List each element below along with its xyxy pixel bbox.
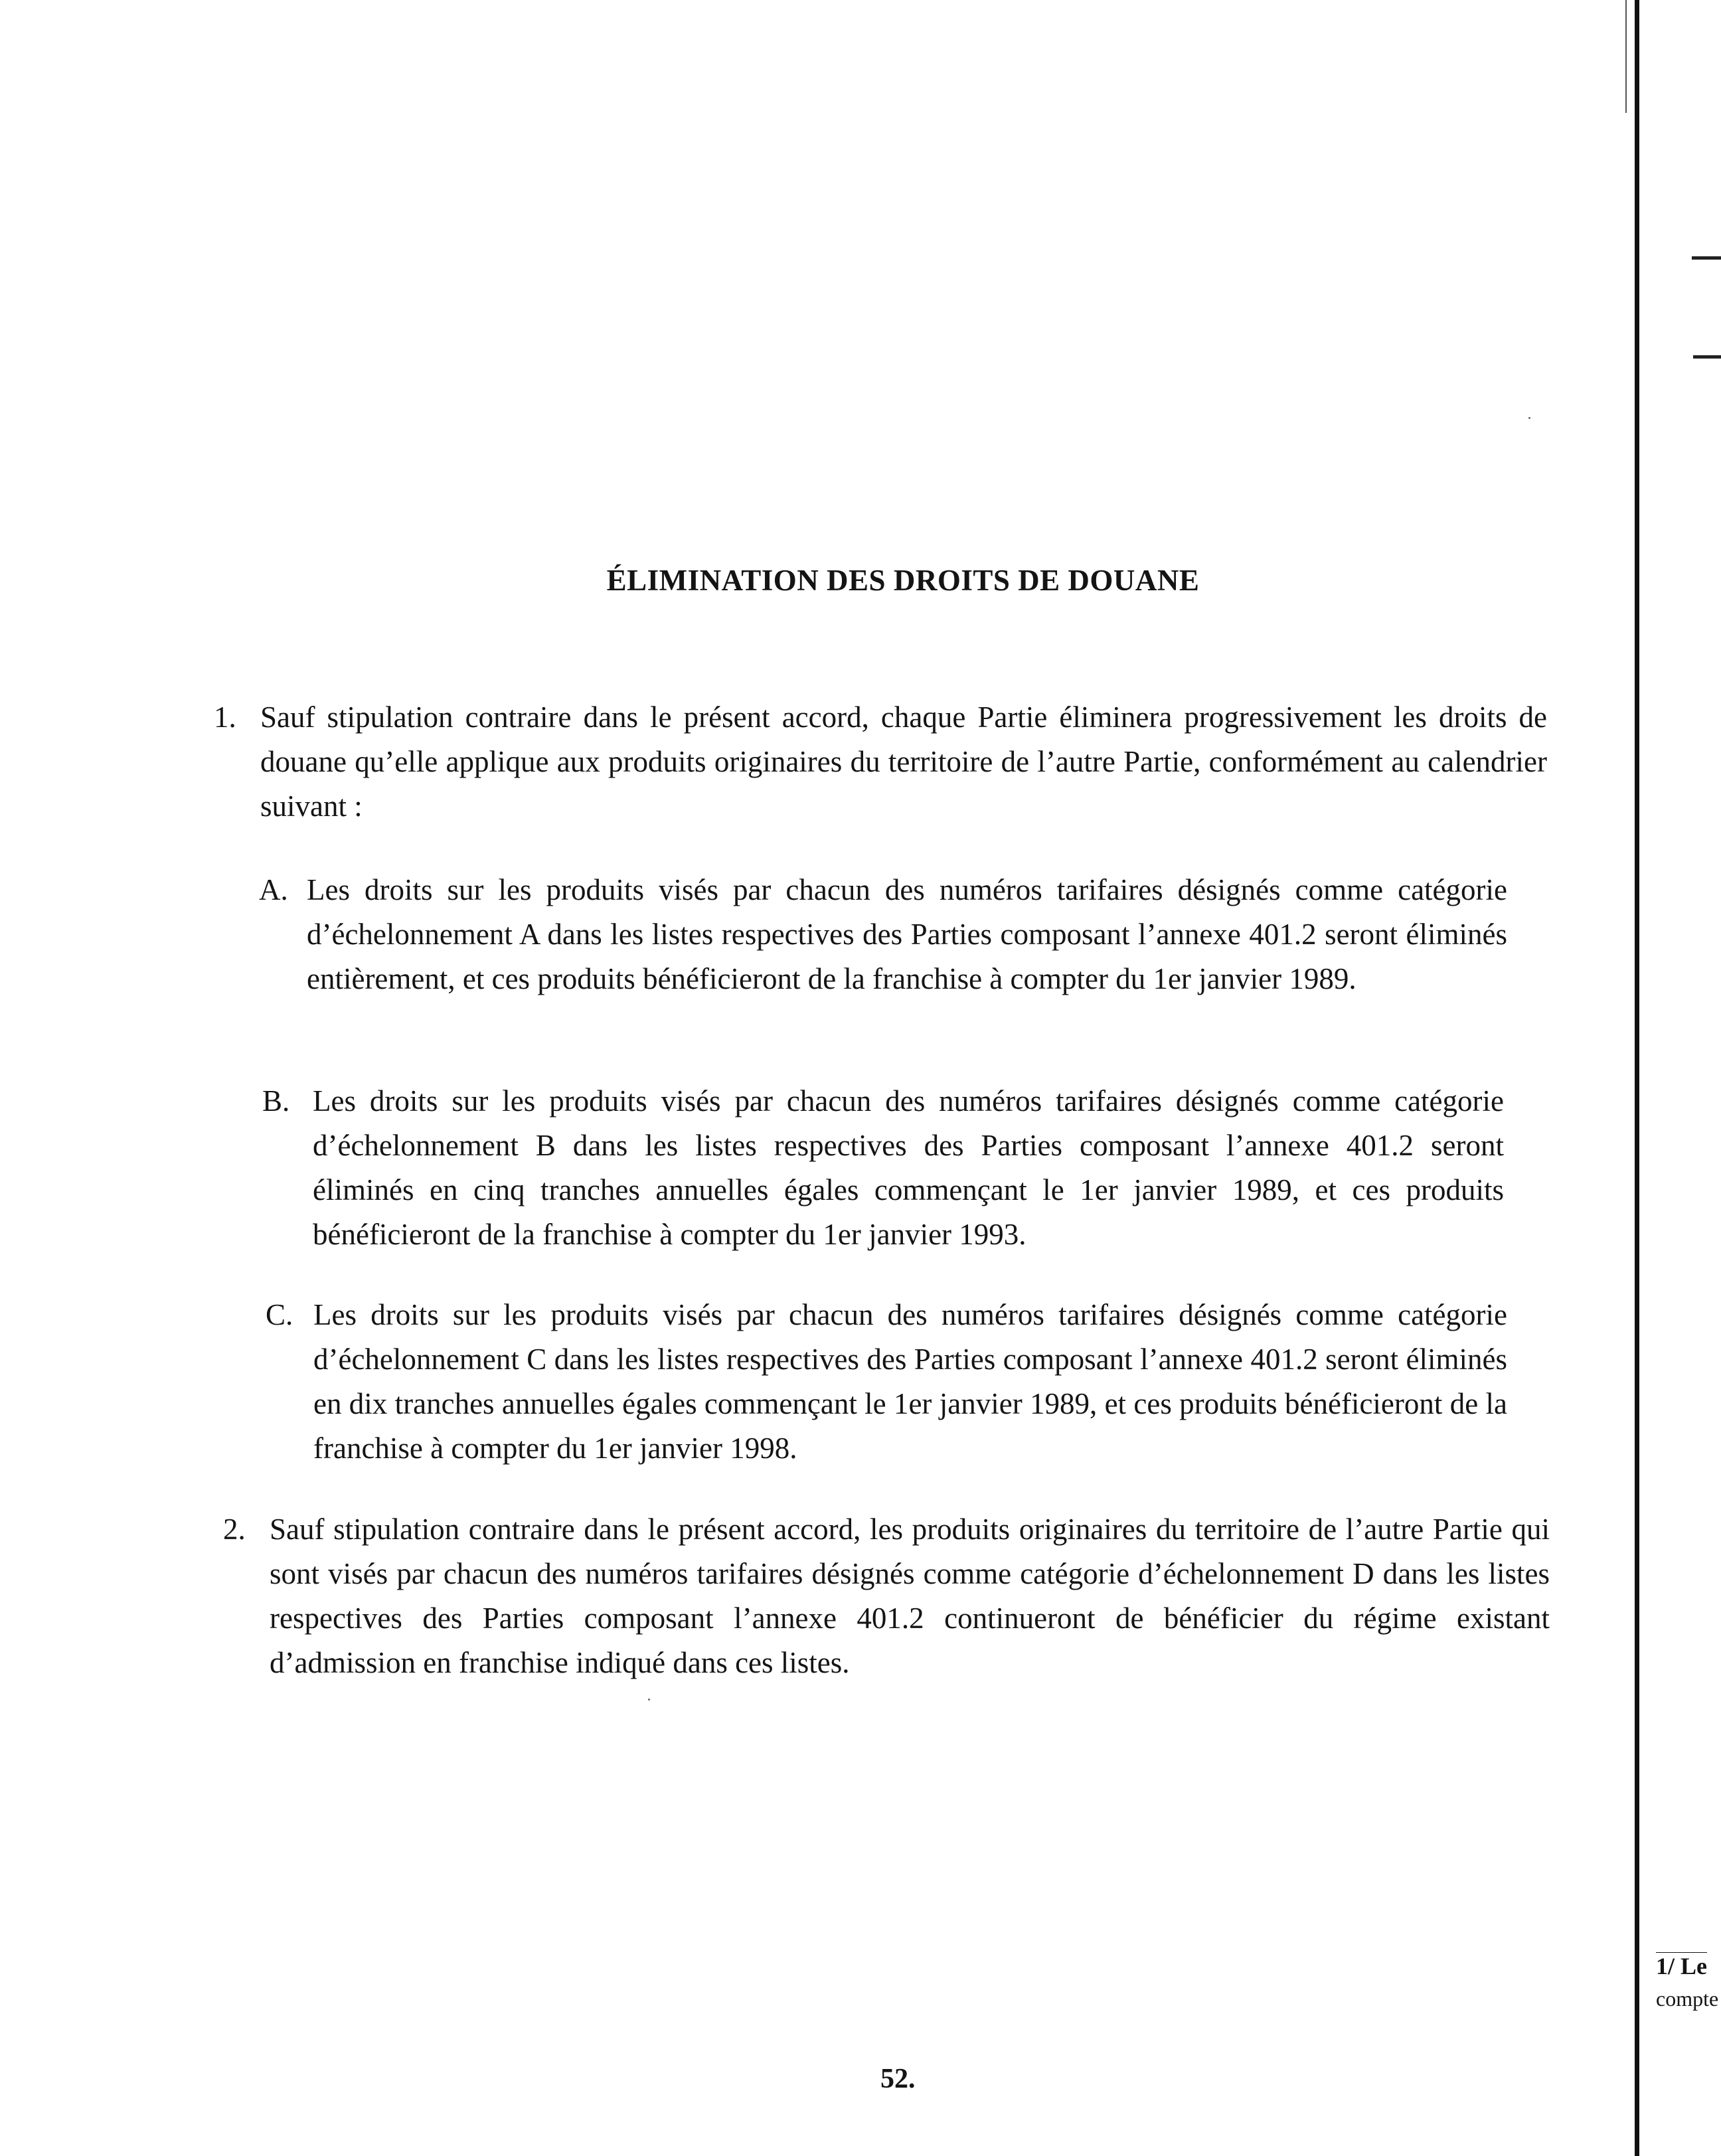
paragraph-text: Sauf stipulation contraire dans le présent accord, les produits originaires du territoire de l’autre Partie qui sont visés par chacun des numéros tarifaires désignés comme catégorie d’échelonnement D dans les listes respectives des Parties composant l’annexe 401.2 continueront de bénéficier du régime existant d’admission en franchise indiqué dans ces listes. <box>270 1513 1550 1679</box>
scan-speck <box>648 1699 650 1700</box>
adjacent-page-fragment: compte <box>1656 1987 1719 2011</box>
margin-dash-mark <box>1692 256 1721 260</box>
subparagraph-text: Les droits sur les produits visés par chacun des numéros tarifaires désignés comme catégorie d’échelonnement A dans les listes respectives des Parties composant l’annexe 401.2 seront éliminés entièrement, et ces produits bénéficieront de la franchise à compter du 1er janvier 1989. <box>307 873 1507 995</box>
subparagraph-text: Les droits sur les produits visés par chacun des numéros tarifaires désignés comme catégorie d’échelonnement C dans les listes respectives des Parties composant l’annexe 401.2 seront éliminés en dix tranches annuelles égales commençant le 1er janvier 1989, et ces produits bénéficieront de la franchise à compter du 1er janvier 1998. <box>313 1298 1507 1465</box>
paragraph-number: 1. <box>214 701 236 734</box>
margin-dash-mark <box>1693 355 1721 359</box>
document-title: ÉLIMINATION DES DROITS DE DOUANE <box>606 564 1200 597</box>
subparagraph-letter: A. <box>259 873 288 906</box>
adjacent-page-fragment: 1/ Le <box>1656 1953 1707 1979</box>
subparagraph-letter: C. <box>266 1298 293 1331</box>
page-binding-line <box>1635 0 1639 2156</box>
subparagraph-letter: B. <box>262 1084 290 1118</box>
paragraph-text: Sauf stipulation contraire dans le présent accord, chaque Partie éliminera progressivement les droits de douane qu’elle applique aux produits originaires du territoire de l’autre Partie, conformément au calendrier suivant : <box>260 701 1547 823</box>
page-number: 52. <box>880 2064 916 2094</box>
subparagraph-text: Les droits sur les produits visés par chacun des numéros tarifaires désignés comme catégorie d’échelonnement B dans les listes respectives des Parties composant l’annexe 401.2 seront éliminés en cinq tranches annuelles égales commençant le 1er janvier 1989, et ces produits bénéficieront de la franchise à compter du 1er janvier 1993. <box>313 1084 1504 1251</box>
scan-speck <box>1528 417 1530 419</box>
scan-edge-line <box>1625 0 1627 113</box>
paragraph-number: 2. <box>223 1513 246 1546</box>
